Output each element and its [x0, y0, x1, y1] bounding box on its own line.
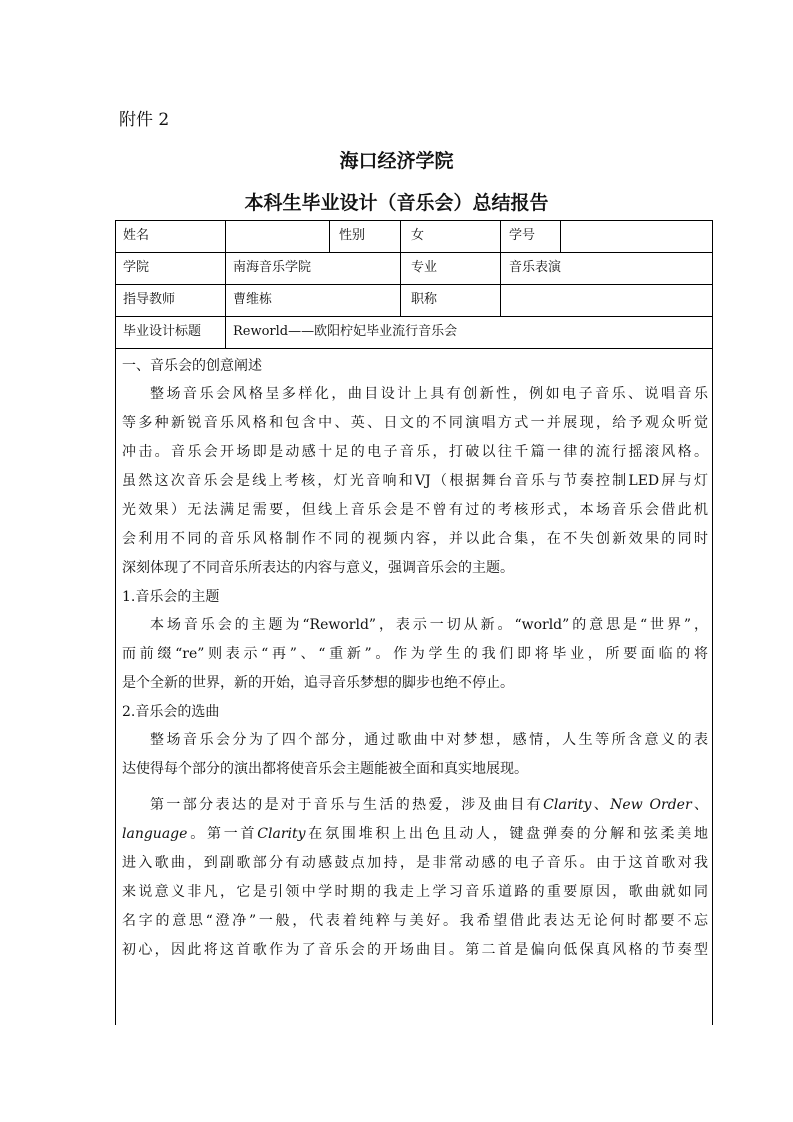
paragraph-line: 整场音乐会风格呈多样化，曲目设计上具有创新性，例如电子音乐、说唱音乐: [150, 386, 708, 402]
table-rule: [500, 220, 501, 316]
gender-label: 性别: [339, 228, 366, 243]
topic-value[interactable]: Reworld——欧阳柠妃毕业流行音乐会: [233, 324, 458, 339]
section-heading: 一、音乐会的创意阐述: [122, 358, 262, 374]
song-title: Clarity: [257, 826, 306, 842]
table-rule: [115, 284, 713, 285]
gender-value[interactable]: 女: [411, 228, 425, 243]
report-content: [122, 352, 708, 965]
table-rule: [115, 316, 713, 317]
advisor-value[interactable]: 曹维栋: [233, 292, 273, 307]
paragraph-line: 进入歌曲，到副歌部分有动感鼓点加持，是非常动感的电子音乐。由于这首歌对我: [122, 855, 708, 871]
text-run: 、: [591, 797, 611, 813]
paragraph-line: 光效果）无法满足需要，但线上音乐会是不曾有过的考核形式，本场音乐会借此机: [122, 502, 708, 518]
paragraph-line: 本场音乐会的主题为“Reworld”，表示一切从新。“world”的意思是“世界”，: [150, 617, 708, 633]
text-run: 第一部分表达的是对于音乐与生活的热爱，涉及曲目有: [150, 797, 544, 813]
table-rule: [560, 220, 561, 252]
table-rule: [115, 252, 713, 253]
topic-label: 毕业设计标题: [123, 324, 202, 339]
advisor-label: 指导教师: [123, 292, 176, 307]
paragraph-line: [122, 820, 708, 849]
paragraph-line: 名字的意思“澄净”一般，代表着纯粹与美好。我希望借此表达无论何时都要不忘: [122, 913, 708, 929]
table-rule: [225, 220, 226, 348]
paragraph-line: 达使得每个部分的演出都将使音乐会主题能被全面和真实地展现。: [122, 761, 528, 777]
paragraph-line: 而前缀“re”则表示“再”、“重新”。作为学生的我们即将毕业，所要面临的将: [122, 646, 708, 662]
table-rule: [329, 220, 330, 252]
section-heading: 2.音乐会的选曲: [122, 704, 220, 720]
song-title: New Order: [610, 797, 692, 813]
major-value[interactable]: 音乐表演: [509, 260, 562, 275]
college-label: 学院: [123, 260, 150, 275]
paragraph-line: 初心，因此将这首歌作为了音乐会的开场曲目。第二首是偏向低保真风格的节奏型: [122, 942, 708, 958]
paragraph-line: [122, 791, 708, 820]
paragraph-line: 整场音乐会分为了四个部分，通过歌曲中对梦想，感情，人生等所含意义的表: [150, 732, 708, 748]
report-title: 本科生毕业设计（音乐会）总结报告: [244, 192, 549, 214]
table-rule: [400, 220, 401, 316]
student-id-label: 学号: [509, 228, 536, 243]
paragraph-line: 虽然这次音乐会是线上考核，灯光音响和VJ（根据舞台音乐与节奏控制LED屏与灯: [122, 473, 708, 489]
song-title: Clarity: [543, 797, 592, 813]
song-title: language: [122, 826, 188, 842]
table-rule: [115, 220, 713, 221]
text-run: 、: [691, 797, 708, 813]
text-run: 。第一首: [187, 826, 258, 842]
section-heading: 1.音乐会的主题: [122, 589, 220, 605]
table-rule: [115, 348, 713, 349]
attachment-label: 附件 2: [119, 110, 170, 130]
table-rule: [712, 220, 713, 1025]
paragraph-line: 深刻体现了不同音乐所表达的内容与意义，强调音乐会的主题。: [122, 560, 514, 576]
position-label: 职称: [411, 292, 438, 307]
text-run: 在氛围堆积上出色且动人，键盘弹奏的分解和弦柔美地: [305, 826, 708, 842]
name-label: 姓名: [123, 228, 150, 243]
paragraph-line: 是个全新的世界，新的开始，追寻音乐梦想的脚步也绝不停止。: [122, 675, 514, 691]
college-value[interactable]: 南海音乐学院: [233, 260, 312, 275]
table-rule: [115, 220, 116, 1025]
paragraph-line: 等多种新锐音乐风格和包含中、英、日文的不同演唱方式一并展现，给予观众听觉: [122, 415, 708, 431]
report-table: [115, 220, 713, 1025]
major-label: 专业: [411, 260, 438, 275]
paragraph-line: 来说意义非凡，它是引领中学时期的我走上学习音乐道路的重要原因，歌曲就如同: [122, 884, 708, 900]
paragraph-line: 会利用不同的音乐风格制作不同的视频内容，并以此合集，在不失创新效果的同时: [122, 531, 708, 547]
school-title: 海口经济学院: [339, 150, 454, 172]
paragraph-line: 冲击。音乐会开场即是动感十足的电子音乐，打破以往千篇一律的流行摇滚风格。: [122, 444, 708, 460]
